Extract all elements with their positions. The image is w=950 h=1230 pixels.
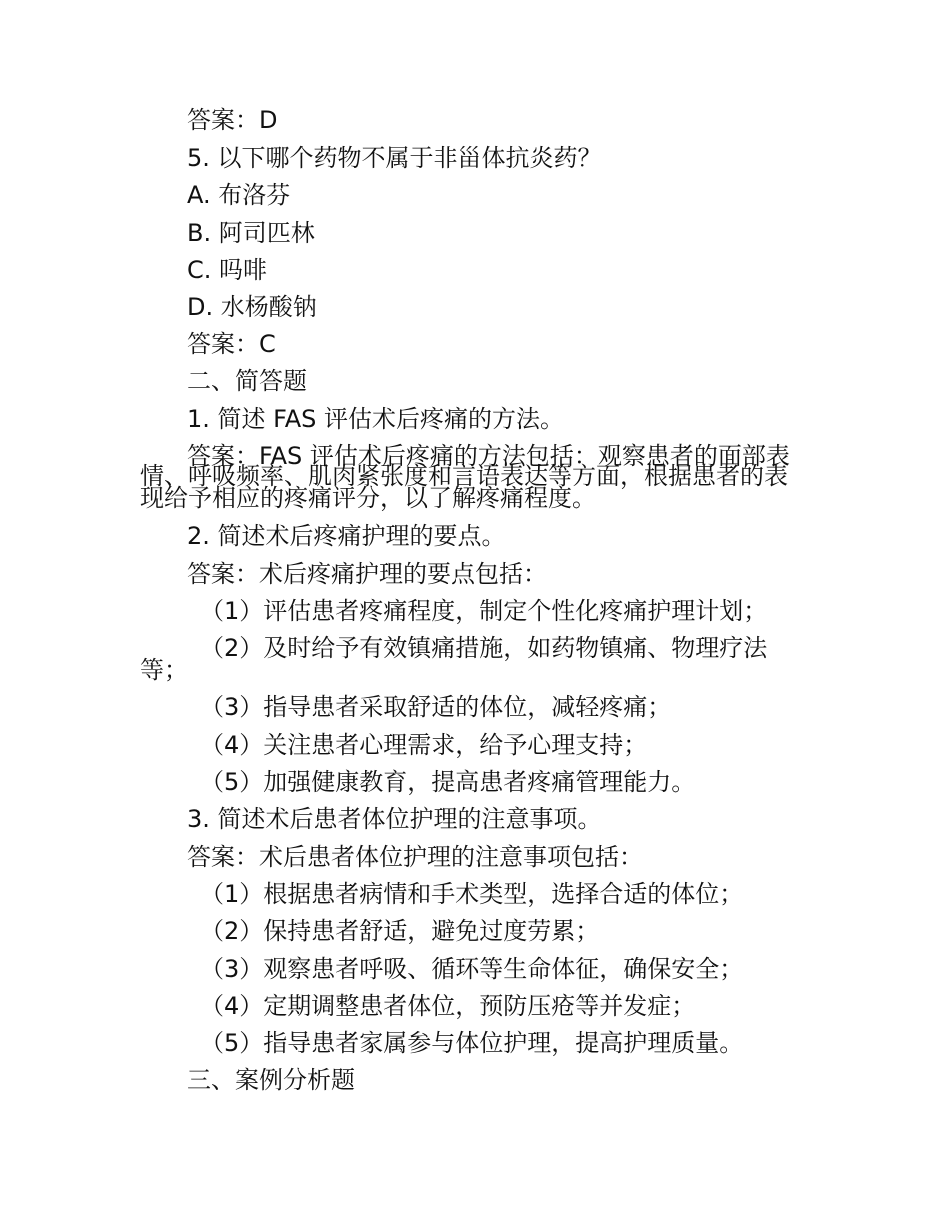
question-5: 5. 以下哪个药物不属于非甾体抗炎药？ bbox=[187, 144, 602, 172]
short-answer-3-point-1: （1）根据患者病情和手术类型，选择合适的体位； bbox=[200, 880, 744, 908]
short-answer-3-point-2: （2）保持患者舒适，避免过度劳累； bbox=[200, 917, 600, 945]
short-answer-2-point-2: （2）及时给予有效镇痛措施，如药物镇痛、物理疗法 bbox=[200, 634, 768, 662]
short-answer-2-point-2-continued: 等； bbox=[140, 656, 188, 684]
short-answer-3-question: 3. 简述术后患者体位护理的注意事项。 bbox=[187, 805, 602, 833]
q5-option-c: C. 吗啡 bbox=[187, 256, 268, 284]
short-answer-2-point-5: （5）加强健康教育，提高患者疼痛管理能力。 bbox=[200, 768, 696, 796]
short-answer-2-question: 2. 简述术后疼痛护理的要点。 bbox=[187, 522, 506, 550]
short-answer-3-point-3: （3）观察患者呼吸、循环等生命体征，确保安全； bbox=[200, 955, 744, 983]
short-answer-3-point-4: （4）定期调整患者体位，预防压疮等并发症； bbox=[200, 992, 696, 1020]
short-answer-1-answer-line-3: 现给予相应的疼痛评分，以了解疼痛程度。 bbox=[140, 484, 596, 512]
short-answer-2-point-1: （1）评估患者疼痛程度，制定个性化疼痛护理计划； bbox=[200, 597, 768, 625]
q4-answer: 答案：D bbox=[187, 106, 278, 134]
q5-answer: 答案：C bbox=[187, 330, 276, 358]
q5-option-a: A. 布洛芬 bbox=[187, 181, 291, 209]
short-answer-1-answer-line-1: 答案：FAS 评估术后疼痛的方法包括：观察患者的面部表 bbox=[187, 442, 790, 470]
short-answer-3-point-5: （5）指导患者家属参与体位护理，提高护理质量。 bbox=[200, 1029, 744, 1057]
q5-option-b: B. 阿司匹林 bbox=[187, 219, 315, 247]
section-2-heading: 二、简答题 bbox=[187, 367, 307, 395]
short-answer-3-answer-intro: 答案：术后患者体位护理的注意事项包括： bbox=[187, 843, 643, 871]
q5-option-d: D. 水杨酸钠 bbox=[187, 293, 317, 321]
short-answer-1-question: 1. 简述 FAS 评估术后疼痛的方法。 bbox=[187, 405, 565, 433]
short-answer-1-answer-line-2: 情、呼吸频率、肌肉紧张度和言语表达等方面，根据患者的表 bbox=[140, 462, 788, 490]
short-answer-2-point-4: （4）关注患者心理需求，给予心理支持； bbox=[200, 731, 648, 759]
short-answer-2-answer-intro: 答案：术后疼痛护理的要点包括： bbox=[187, 560, 547, 588]
section-3-heading: 三、案例分析题 bbox=[187, 1066, 355, 1094]
short-answer-2-point-3: （3）指导患者采取舒适的体位，减轻疼痛； bbox=[200, 693, 672, 721]
